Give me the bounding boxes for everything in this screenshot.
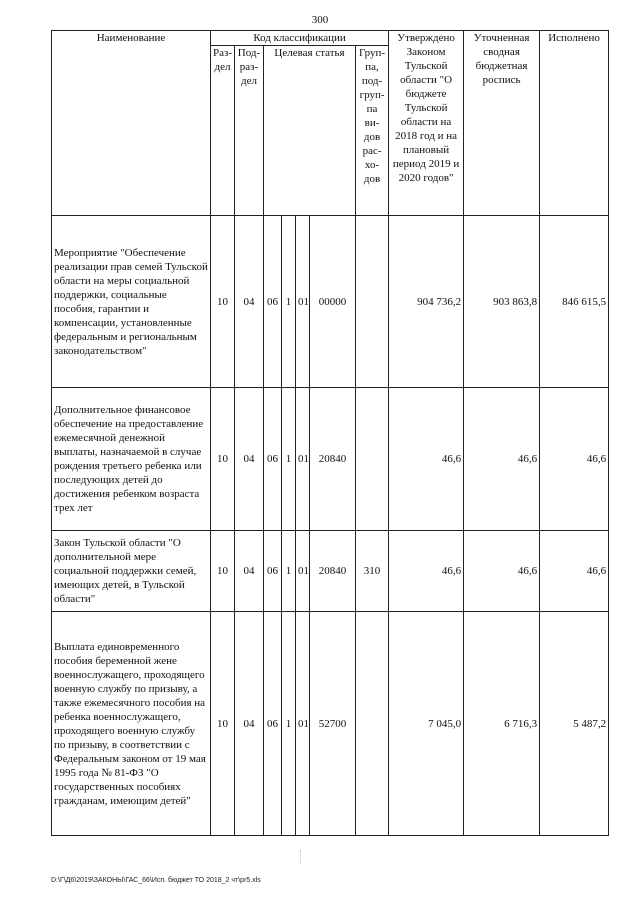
row-target-direction: 20840	[310, 388, 356, 531]
row-executed: 846 615,5	[540, 216, 609, 388]
row-executed: 46,6	[540, 388, 609, 531]
row-expense-group	[356, 388, 389, 531]
row-name: Закон Тульской области "О дополнительной мере социальной поддержки семей, имеющих детей, в Тульской области"	[52, 531, 211, 612]
row-target-subprogram: 1	[282, 612, 296, 836]
table-row	[52, 612, 609, 836]
header-name: Наименование	[52, 31, 211, 216]
header-executed: Исполнено	[540, 31, 609, 216]
row-expense-group	[356, 216, 389, 388]
row-target-event: 01	[296, 612, 310, 836]
row-target-event: 01	[296, 531, 310, 612]
header-target-article: Целевая статья	[264, 46, 356, 216]
row-refined: 903 863,8	[464, 216, 540, 388]
row-target-program: 06	[264, 531, 282, 612]
header-refined: Уточненная сводная бюджетная роспись	[464, 31, 540, 216]
header-class-code: Код классификации	[211, 31, 389, 46]
row-approved: 46,6	[389, 388, 464, 531]
row-target-direction: 00000	[310, 216, 356, 388]
row-target-direction: 52700	[310, 612, 356, 836]
row-section: 10	[211, 388, 235, 531]
row-subsection: 04	[235, 216, 264, 388]
header-expense-group: Груп- па, под- груп- па ви- дов рас- хо- дов	[356, 46, 389, 216]
row-approved: 46,6	[389, 531, 464, 612]
table-row	[52, 388, 609, 531]
row-approved: 904 736,2	[389, 216, 464, 388]
budget-table	[51, 30, 609, 836]
row-target-program: 06	[264, 388, 282, 531]
row-expense-group	[356, 612, 389, 836]
row-target-program: 06	[264, 612, 282, 836]
row-subsection: 04	[235, 612, 264, 836]
row-approved: 7 045,0	[389, 612, 464, 836]
row-refined: 6 716,3	[464, 612, 540, 836]
scan-mark	[300, 850, 302, 864]
row-name: Выплата единовременного пособия беременной жене военнослужащего, проходящего военную службу по призыву, а также ежемесячного пособия на ребенка военнослужащего, проходящего военную службу по призыву, в соответствии с Федеральным законом от 19 мая 1995 года № 81-ФЗ "О государственных пособиях гражданам, имеющим детей"	[52, 612, 211, 836]
row-target-subprogram: 1	[282, 388, 296, 531]
row-refined: 46,6	[464, 531, 540, 612]
row-section: 10	[211, 612, 235, 836]
row-expense-group: 310	[356, 531, 389, 612]
row-executed: 46,6	[540, 531, 609, 612]
row-subsection: 04	[235, 531, 264, 612]
row-section: 10	[211, 531, 235, 612]
table-row	[52, 216, 609, 388]
header-approved: Утверждено Законом Тульской области "О бюджете Тульской области на 2018 год и на плановый период 2019 и 2020 годов"	[389, 31, 464, 216]
row-target-event: 01	[296, 388, 310, 531]
row-target-event: 01	[296, 216, 310, 388]
page-number: 300	[311, 14, 329, 26]
row-target-subprogram: 1	[282, 531, 296, 612]
row-refined: 46,6	[464, 388, 540, 531]
row-name: Мероприятие "Обеспечение реализации прав семей Тульской области на меры социальной поддержки, социальные пособия, гарантии и компенсации, установленные федеральным и региональным законодательством"	[52, 216, 211, 388]
row-section: 10	[211, 216, 235, 388]
table-row	[52, 531, 609, 612]
row-target-direction: 20840	[310, 531, 356, 612]
row-executed: 5 487,2	[540, 612, 609, 836]
row-target-program: 06	[264, 216, 282, 388]
file-path: D:\Г\Д6\2019\ЗАКОНЫ\ГАС_66\Исп. бюджет ТО 2018_2 чт\pr5.xls	[51, 877, 261, 884]
header-subsection: Под- раз- дел	[235, 46, 264, 216]
row-name: Дополнительное финансовое обеспечение на предоставление ежемесячной денежной выплаты, назначаемой в случае рождения третьего ребенка или последующих детей до достижения ребенком возраста трех лет	[52, 388, 211, 531]
row-subsection: 04	[235, 388, 264, 531]
header-section: Раз- дел	[211, 46, 235, 216]
row-target-subprogram: 1	[282, 216, 296, 388]
